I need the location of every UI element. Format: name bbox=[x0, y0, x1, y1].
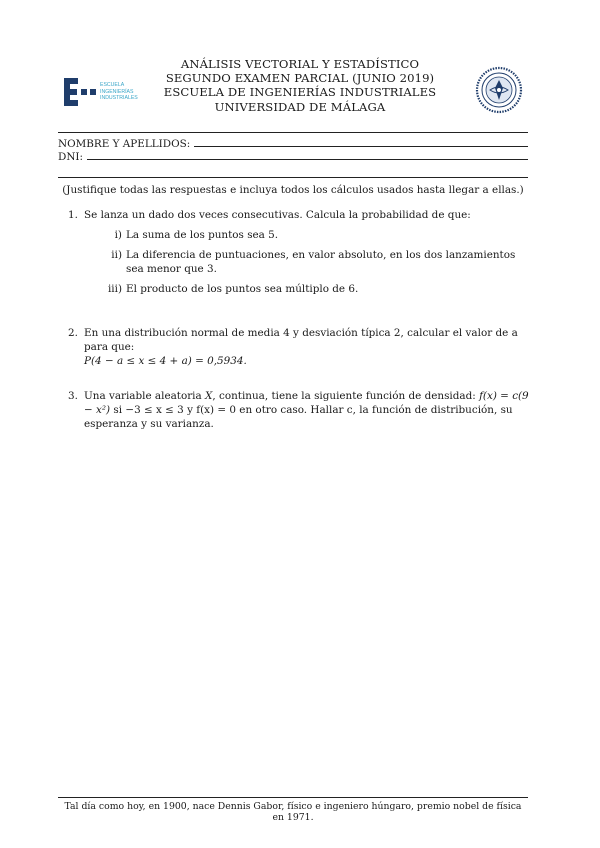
sub-item-text: La diferencia de puntuaciones, en valor absoluto, en los dos lanzamientos sea menor que 3. bbox=[126, 249, 516, 275]
question-text: Se lanza un dado dos veces consecutivas. Calcula la probabilidad de que: bbox=[84, 209, 471, 221]
sub-item-label: iii) bbox=[107, 283, 122, 295]
sub-item-text: La suma de los puntos sea 5. bbox=[126, 229, 279, 241]
question-number: 2. bbox=[68, 327, 78, 339]
sub-item-text: El producto de los puntos sea múltiplo de 6. bbox=[126, 283, 359, 295]
sub-item bbox=[100, 282, 530, 296]
question-text-a: Una variable aleatoria bbox=[84, 390, 206, 402]
question-text-b: , continua, tiene la siguiente función de densidad: bbox=[212, 390, 480, 402]
question-number: 3. bbox=[68, 390, 78, 402]
question-formula: P(4 − a ≤ x ≤ 4 + a) = 0,5934. bbox=[84, 355, 247, 367]
sub-item-label: ii) bbox=[111, 249, 122, 261]
question-2 bbox=[68, 326, 530, 368]
instructions: (Justifique todas las respuestas e incluya todos los cálculos usados hasta llegar a ellas.) bbox=[62, 184, 524, 196]
dni-field-row bbox=[58, 150, 528, 163]
random-variable: X bbox=[205, 390, 213, 402]
dni-field[interactable] bbox=[87, 150, 528, 160]
question-1 bbox=[68, 208, 530, 296]
school-name: ESCUELA DE INGENIERÍAS INDUSTRIALES bbox=[163, 85, 437, 100]
sub-item bbox=[100, 248, 530, 276]
course-title: ANÁLISIS VECTORIAL Y ESTADÍSTICO bbox=[180, 57, 420, 71]
density-formula: f(x) = c(9 − x²) bbox=[84, 390, 529, 416]
name-field[interactable] bbox=[194, 137, 528, 147]
question-text: En una distribución normal de media 4 y desviación típica 2, calcular el valor de a para que: bbox=[84, 327, 518, 353]
name-label: NOMBRE Y APELLIDOS: bbox=[58, 138, 191, 150]
question-3 bbox=[68, 389, 530, 431]
exam-title: SEGUNDO EXAMEN PARCIAL (JUNIO 2019) bbox=[165, 71, 435, 86]
question-text-c: si −3 ≤ x ≤ 3 y f(x) = 0 en otro caso. Hallar c, la función de distribución, su esperanza y su varianza. bbox=[84, 404, 513, 430]
footer-rule bbox=[58, 797, 528, 798]
exam-header bbox=[150, 57, 450, 114]
fields-bottom-rule bbox=[58, 177, 528, 178]
dni-label: DNI: bbox=[58, 151, 84, 163]
school-logo bbox=[60, 76, 150, 108]
footer-note: Tal día como hoy, en 1900, nace Dennis Gabor, físico e ingeniero húngaro, premio nobel de física en 1971. bbox=[64, 801, 522, 823]
top-rule bbox=[58, 132, 528, 133]
sub-item bbox=[100, 228, 530, 242]
university-seal-icon bbox=[475, 66, 523, 114]
school-logo-text: ESCUELA INGENIERÍAS INDUSTRIALES bbox=[100, 82, 138, 102]
university-seal bbox=[475, 66, 523, 114]
university-name: UNIVERSIDAD DE MÁLAGA bbox=[214, 99, 386, 114]
question-number: 1. bbox=[68, 209, 78, 221]
sub-item-label: i) bbox=[114, 229, 122, 241]
name-field-row bbox=[58, 137, 528, 150]
